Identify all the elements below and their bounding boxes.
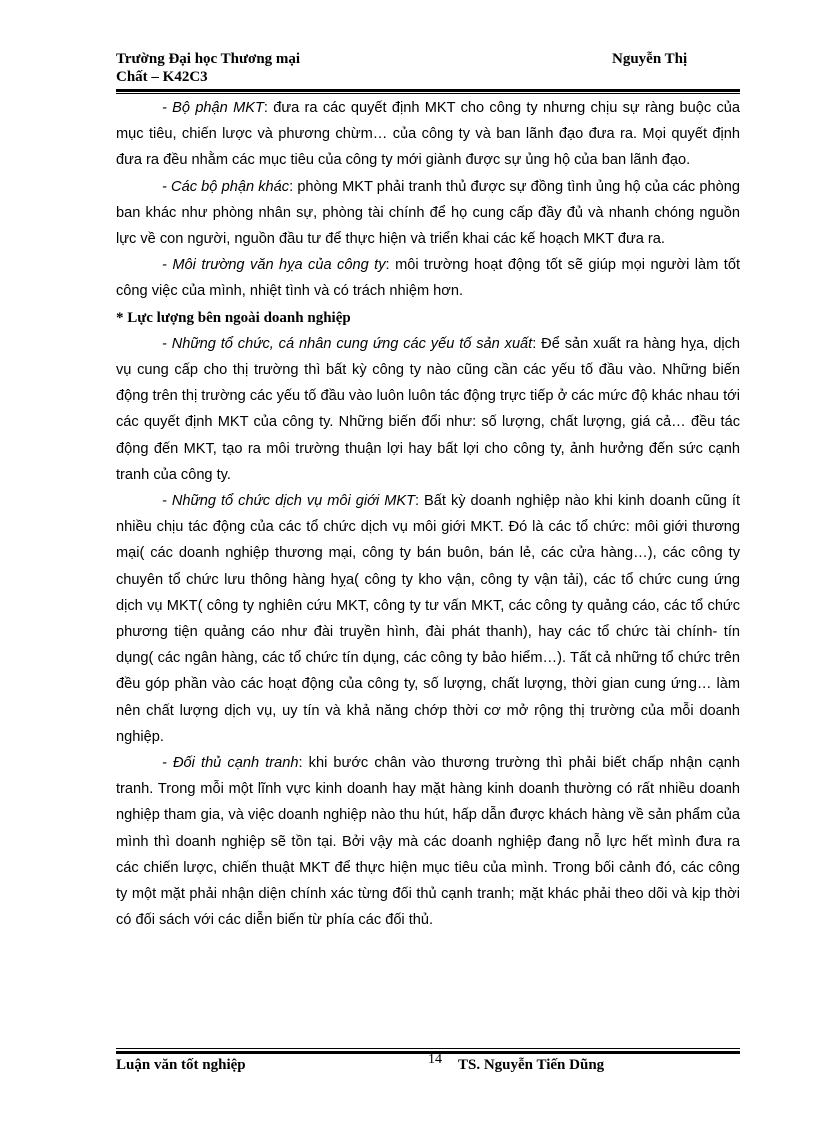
thesis-label: Luận văn tốt nghiệp <box>116 1057 246 1073</box>
header-divider-thin <box>116 93 740 94</box>
paragraph-text: : Bất kỳ doanh nghiệp nào khi kinh doanh cũng ít nhiều chịu tác động của các tổ chức dịch vụ môi giới MKT. Đó là các tổ chức: môi giới thương mại( các doanh nghiệp thương mại, công ty bán buôn, bán lẻ, các cửa hàng…), các công ty chuyên tổ chức lưu thông hàng hỵa( công ty kho vận, công ty vận tải), các tổ chức cung ứng dịch vụ MKT( công ty nghiên cứu MKT, công ty tư vấn MKT, các công ty quảng cáo, các tổ chức phương tiện quảng cáo như đài truyền hình, đài phát thanh), hay các tổ chức tài chính- tín dụng( các ngân hàng, các tổ chức tín dụng, các công ty bảo hiểm…). Tất cả những tổ chức trên đều góp phần vào các hoạt động của công ty, số lượng, chất lượng, thời gian cung ứng… làm nên chất lượng dịch vụ, uy tín và khả năng chớp thời cơ mở rộng thị trường của mỗi doanh nghiệp. <box>116 493 740 745</box>
paragraph-text: : phòng MKT phải tranh thủ được sự đồng tình ủng hộ của các phòng ban khác như phòng nhân sự, phòng tài chính để họ cung cấp đầy đủ và nhanh chóng nguồn lực về con người, nguồn đầu tư để thực hiện và triển khai các kế hoạch MKT đưa ra. <box>116 178 740 248</box>
paragraph-text: : môi trường hoạt động tốt sẽ giúp mọi người làm tốt công việc của mình, nhiệt tình và có trách nhiệm hơn. <box>116 257 741 300</box>
paragraph-company-culture <box>116 252 740 304</box>
paragraph-intermediaries <box>116 488 740 750</box>
paragraph-lead: - Đối thủ cạnh tranh <box>162 755 299 772</box>
paragraph-competitors <box>116 750 740 933</box>
paragraph-text: : khi bước chân vào thương trường thì phải biết chấp nhận cạnh tranh. Trong mỗi một lĩnh vực kinh doanh hay mặt hàng kinh doanh thường có rất nhiều doanh nghiệp tham gia, và việc doanh nghiệp nào thu hút, hấp dẫn được khách hàng về sản phẩm của mình thì doanh nghiệp sẽ tồn tại. Bởi vậy mà các doanh nghiệp đang nỗ lực hết mình đưa ra các chiến lược, chiến thuật MKT để thực hiện mục tiêu của mình. Trong bối cảnh đó, các công ty một mặt phải nhận diện chính xác từng đối thủ cạnh tranh; mặt khác phải theo dõi và kịp thời có đối sách với các diễn biến từ phía các đối thủ. <box>116 755 740 929</box>
page-footer <box>116 1054 740 1078</box>
paragraph-other-depts <box>116 174 740 253</box>
paragraph-suppliers <box>116 331 740 488</box>
paragraph-text: : Để sản xuất ra hàng hỵa, dịch vụ cung cấp cho thị trường thì bất kỳ công ty nào cũng cần các yếu tố đầu vào. Những biến động trên thị trường các yếu tố đầu vào luôn luôn tác động trực tiếp ở các mức độ khác nhau tới các quyết định MKT của công ty. Những biến đổi như: số lượng, chất lượng, giá cả… đều tác động đến MKT, tạo ra môi trường thuận lợi hay bất lợi cho công ty, ảnh hưởng đến sức cạnh tranh của công ty. <box>116 335 740 483</box>
header-divider-thick <box>116 89 740 92</box>
paragraph-text: : đưa ra các quyết định MKT cho công ty nhưng chịu sự ràng buộc của mục tiêu, chiến lược và phương chừm… của công ty và ban lãnh đạo đưa ra. Mọi quyết định đưa ra đều nhằm các mục tiêu của công ty mới giành được sự ủng hộ của ban lãnh đạo. <box>116 100 740 169</box>
section-heading: * Lực lượng bên ngoài doanh nghiệp <box>116 309 351 326</box>
page-number: 14 <box>428 1052 442 1067</box>
paragraph-lead: - Những tổ chức dịch vụ môi giới MKT <box>162 493 415 510</box>
paragraph-marketing-dept <box>116 95 740 174</box>
paragraph-lead: - Các bộ phận khác <box>162 178 290 195</box>
author-name-part2: Chất – K42C3 <box>116 69 208 85</box>
paragraph-lead: - Môi trường văn hỵa của công ty <box>162 257 386 274</box>
footer-divider-thin <box>116 1048 740 1049</box>
author-name-part1: Nguyễn Thị <box>612 51 688 67</box>
paragraph-lead: - Những tổ chức, cá nhân cung ứng các yếu tố sản xuất <box>162 335 533 352</box>
school-name: Trường Đại học Thương mại <box>116 51 301 67</box>
advisor-name: TS. Nguyễn Tiến Dũng <box>458 1057 605 1073</box>
paragraph-lead: - Bộ phận MKT <box>162 100 264 116</box>
page-body <box>116 95 740 934</box>
